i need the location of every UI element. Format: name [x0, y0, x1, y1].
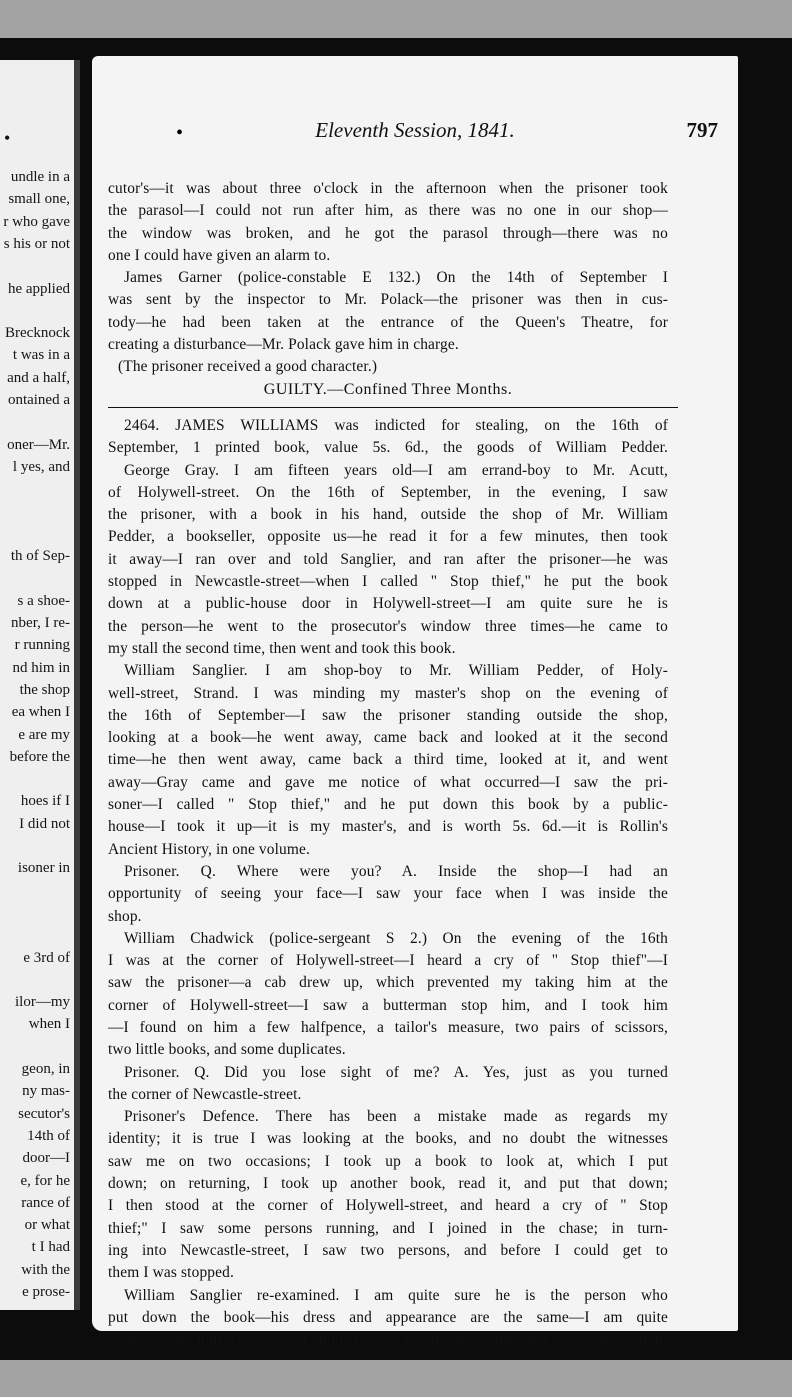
text-line: George Gray. I am fifteen years old—I am errand-boy to Mr. Acutt, — [124, 461, 668, 479]
facing-page-line: l yes, and — [12, 458, 70, 475]
facing-page-line: oner—Mr. — [7, 436, 70, 453]
facing-page-line: nd him in — [12, 659, 70, 676]
facing-page-line: with the — [21, 1261, 70, 1278]
facing-page-line: t was in a — [12, 347, 70, 364]
running-head: Eleventh Session, 1841. — [315, 118, 515, 142]
facing-page-line: small one, — [8, 191, 70, 208]
text-line: Prisoner's Defence. There has been a mistake made as regards my — [124, 1108, 668, 1126]
text-line: was sent by the inspector to Mr. Polack—the prisoner was then in cus- — [108, 291, 668, 309]
text-line: cutor's—it was about three o'clock in the afternoon when the prisoner took — [108, 180, 668, 197]
text-line: well-street, Strand. I was minding my master's shop on the evening of — [108, 684, 668, 702]
text-line: down at a public-house door in Holywell-street—I am quite sure he is — [108, 595, 668, 613]
text-line: the prisoner, with a book in his hand, outside the shop of Mr. William — [108, 506, 668, 524]
text-line: put down the book—his dress and appearance are the same—I am quite — [108, 1308, 668, 1326]
facing-page-line: ea when I — [11, 704, 70, 721]
facing-page-line: nber, I re- — [11, 615, 70, 631]
header-ornament: • — [176, 122, 184, 144]
facing-page-line: hoes if I — [20, 793, 70, 810]
text-line: it away—I ran over and told Sanglier, and ran after the prisoner—he was — [108, 550, 668, 568]
text-line: Prisoner. Q. Where were you? A. Inside the shop—I had an — [124, 862, 668, 880]
facing-page-line: before the — [9, 748, 70, 765]
facing-page-line: e are my — [18, 726, 70, 743]
text-line: (The prisoner received a good character.) — [118, 358, 378, 376]
text-line: shop. — [108, 907, 142, 925]
facing-page-line: rance of — [21, 1194, 70, 1211]
text-line: 2464. JAMES WILLIAMS was indicted for stealing, on the 16th of — [124, 416, 668, 434]
facing-page-line: ilor—my — [15, 994, 70, 1011]
facing-page-line: secutor's — [18, 1105, 70, 1122]
text-line: GUILTY.—Confined Three Months. — [263, 380, 513, 398]
text-line: the parasol—I could not run after him, as there was no one in our shop— — [108, 202, 668, 220]
text-line: Ancient History, in one volume. — [108, 840, 310, 858]
facing-page-line: when I — [28, 1016, 70, 1033]
text-line: one I could have given an alarm to. — [108, 246, 331, 264]
text-line: creating a disturbance—Mr. Polack gave him in charge. — [108, 336, 459, 354]
facing-page-line: e 3rd of — [23, 949, 70, 966]
facing-page-line: door—I — [22, 1150, 70, 1167]
text-line: clear about him—I watched him till a gentleman came and took my atten- — [108, 1331, 668, 1349]
facing-page-line: t I had — [31, 1239, 70, 1256]
facing-page-line: e, for he — [20, 1172, 70, 1189]
facing-page-line: the shop — [19, 681, 70, 698]
facing-page-line: s a shoe- — [17, 592, 70, 609]
text-line: I then stood at the corner of Holywell-street, and heard a cry of " Stop — [108, 1197, 668, 1215]
facing-page-line: r running — [14, 637, 70, 654]
facing-page-line: th of Sep- — [10, 548, 70, 565]
text-line: two little books, and some duplicates. — [108, 1041, 346, 1059]
text-line: —I found on him a few halfpence, a tailor's measure, two pairs of scissors, — [108, 1018, 668, 1036]
text-line: the corner of Newcastle-street. — [108, 1085, 302, 1103]
facing-page-mark: • — [4, 128, 11, 148]
text-line: saw me on two occasions; I took up a book to look at, which I put — [108, 1152, 668, 1170]
facing-page-line: isoner in — [17, 860, 70, 877]
text-line: September, 1 printed book, value 5s. 6d., the goods of William Pedder. — [108, 439, 668, 457]
facing-page-line: and a half, — [7, 369, 70, 386]
facing-page-line: or what — [24, 1217, 70, 1234]
text-line: thief;" I saw some persons running, and I joined in the chase; in turn- — [108, 1219, 668, 1237]
section-divider — [108, 401, 668, 415]
facing-page-line: he applied — [7, 280, 70, 297]
facing-page-line: geon, in — [21, 1061, 70, 1077]
facing-page-line: undle in a — [10, 169, 70, 185]
facing-page-fragment — [0, 60, 80, 1310]
text-line: identity; it is true I was looking at the books, and no doubt the witnesses — [108, 1130, 668, 1148]
text-line: William Sanglier re-examined. I am quite sure he is the person who — [124, 1286, 668, 1304]
facing-page-line: 14th of — [27, 1127, 70, 1144]
text-line: my stall the second time, then went and took this book. — [108, 639, 456, 657]
text-line: I was at the corner of Holywell-street—I heard a cry of " Stop thief"—I — [108, 952, 668, 970]
page-number: 797 — [686, 118, 718, 142]
text-line: James Garner (police-constable E 132.) On the 14th of September I — [124, 269, 668, 287]
text-line: ing into Newcastle-street, I saw two persons, and before I could get to — [108, 1241, 668, 1259]
facing-page-line: s his or not — [3, 235, 70, 252]
facing-page-line: ontained a — [7, 392, 70, 408]
text-line: looking at a book—he went away, came back and looked at it the second — [108, 729, 668, 747]
text-line: the person—he went to the prosecutor's window three times—he came to — [108, 617, 668, 635]
text-line: William Chadwick (police-sergeant S 2.) On the evening of the 16th — [124, 929, 668, 947]
facing-page-line: r who gave — [3, 213, 70, 230]
page-header — [92, 118, 738, 148]
text-line: William Sanglier. I am shop-boy to Mr. William Pedder, of Holy- — [124, 662, 668, 680]
facing-page-line: ny mas- — [22, 1083, 70, 1100]
text-line: of Holywell-street. On the 16th of September, in the evening, I saw — [108, 483, 668, 501]
text-line: house—I took it up—it is my master's, and is worth 5s. 6d.—it is Rollin's — [108, 818, 668, 836]
text-line: soner—I called " Stop thief," and he put down this book by a public- — [108, 796, 668, 814]
text-line: down; on returning, I took up another book, read it, and put that down; — [108, 1175, 668, 1193]
text-line: corner of Holywell-street—I saw a butterman stop him, and I took him — [108, 996, 668, 1014]
facing-page-line: e prose- — [22, 1284, 70, 1300]
text-line: opportunity of seeing your face—I saw your face when I was inside the — [108, 885, 668, 903]
text-line: tody—he had been taken at the entrance of the Queen's Theatre, for — [108, 313, 668, 331]
text-line: stopped in Newcastle-street—when I called " Stop thief," he put the book — [108, 573, 668, 591]
text-line: saw the prisoner—a cab drew up, which prevented my taking him at the — [108, 974, 668, 992]
text-line: Pedder, a bookseller, opposite us—he read it for a few minutes, then took — [108, 528, 668, 546]
facing-page-line: I did not — [19, 815, 70, 832]
text-line: time—he then went away, came back a third time, looked at it, and went — [108, 751, 668, 769]
text-line: the window was broken, and he got the parasol through—there was no — [108, 224, 668, 242]
text-line: them I was stopped. — [108, 1264, 234, 1282]
text-line: the 16th of September—I saw the prisoner standing outside the shop, — [108, 706, 668, 724]
text-line: Prisoner. Q. Did you lose sight of me? A. Yes, just as you turned — [124, 1063, 668, 1081]
page-body-text — [108, 178, 668, 1351]
facing-page-line: Brecknock — [5, 325, 70, 342]
text-line: away—Gray came and gave me notice of what occurred—I saw the pri- — [108, 773, 668, 791]
